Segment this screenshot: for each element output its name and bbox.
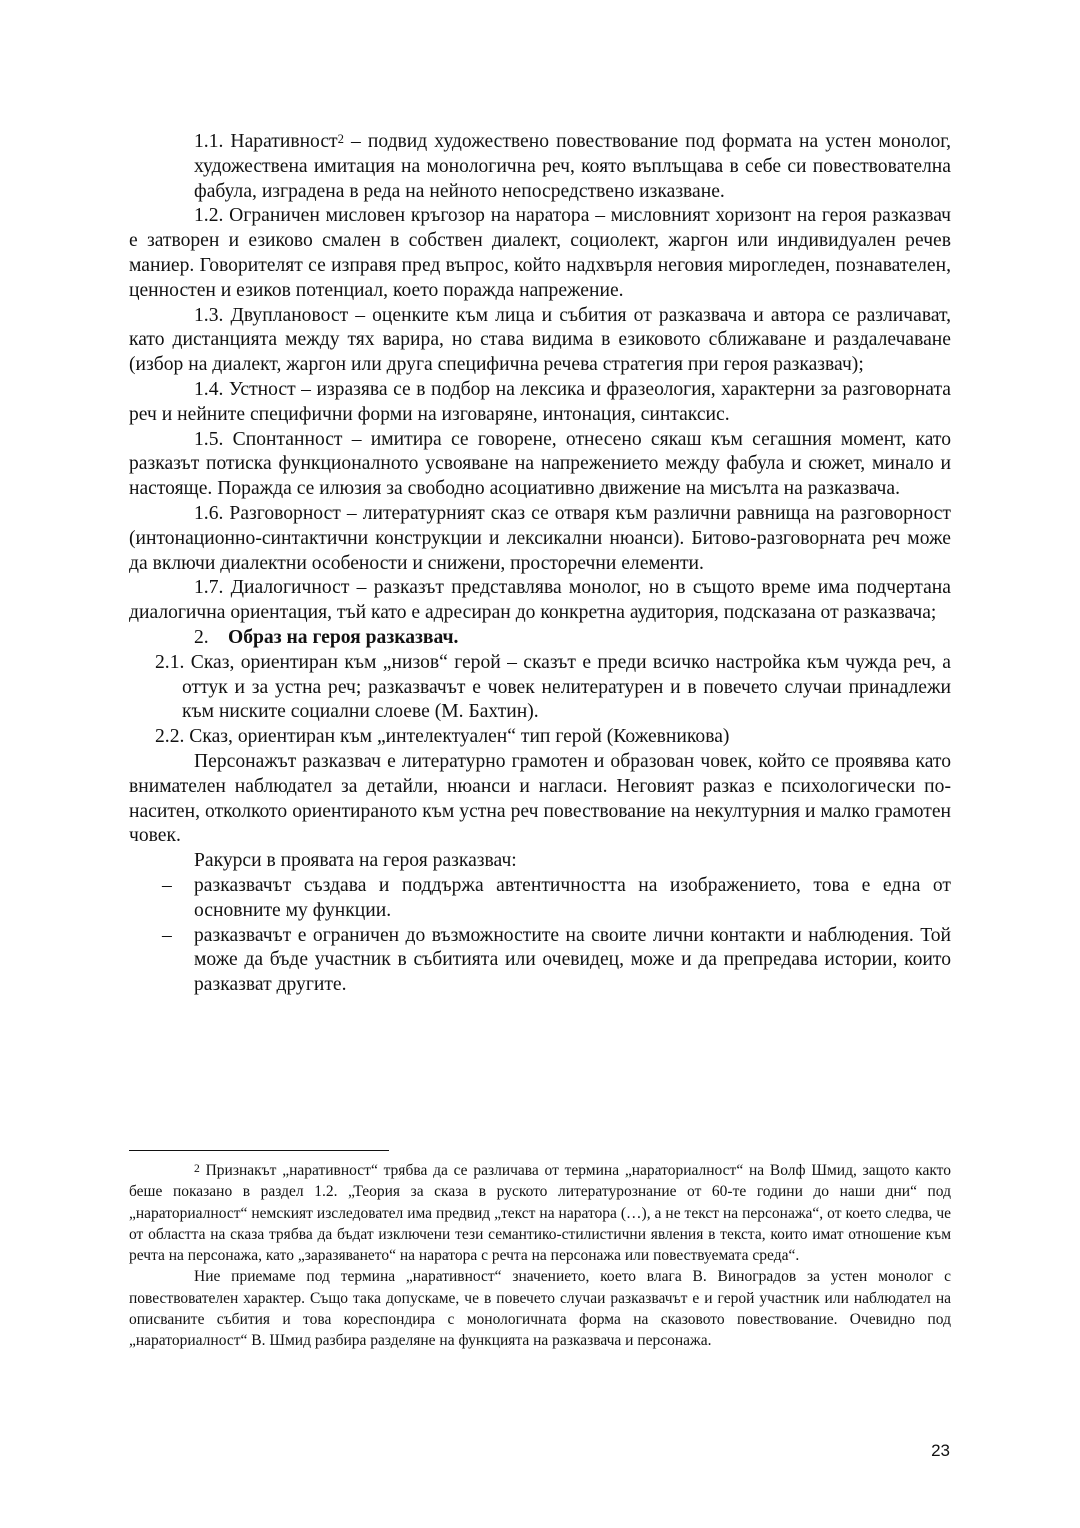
paragraph-1-5: 1.5. Спонтанност – имитира се говорене, отнесено сякаш към сегашния момент, като разказът потиска функционалното усвояване на напрежението между фабула и сюжет, минало и настояще. Поражда се илюзия за свободно асоциативно движение на мисълта на разказвача. [129,428,951,500]
dash-bullet-icon: – [162,874,172,896]
main-text [129,130,951,998]
paragraph-1-4: 1.4. Устност – изразява се в подбор на лексика и фразеология, характерни за разговорната реч и нейните специфични форми на изговаряне, интонация, синтаксис. [129,378,951,425]
list-item-text: разказвачът е ограничен до възможностите на своите лични контакти и наблюдения. Той може да бъде участник в събитията или очевидец, може и да препредава истории, които разказват другите. [194,924,951,996]
footnote-2-paragraph-2: Ние приемаме под термина „наративност“ значението, което влага В. Виноградов за устен монолог с повествователен характер. Също така допускаме, че в повечето случаи разказвачът е и герой участник или наблюдател на описваните събития и това кореспондира с монологичната форма на сказовото повествование. Очевидно под „нараториалност“ В. Шмид разбира разделяне на функцията на разказвача и персонажа. [129,1268,951,1350]
paragraph-persona: Персонажът разказвач е литературно грамотен и образован човек, който се проявява като внимателен наблюдател за детайли, нюанси и нагласи. Неговият разказ е психологически по-наситен, отколкото ориентираното към устна реч повествование на некултурния и малко грамотен човек. [129,750,951,847]
page-number: 23 [931,1441,950,1460]
subsection-2-1: 2.1. Сказ, ориентиран към „низов“ герой – сказът е преди всичко настройка към чужда реч, а оттук и за устна реч; разказвачът е човек нелитературен и в повечето случаи принадлежи към ниските социални слоеве (М. Бахтин). [155,651,951,723]
footnotes [129,1160,951,1352]
section-heading-2 [129,626,951,651]
list-item [129,924,951,998]
footnote-2-paragraph-1 [129,1160,951,1266]
footnote-ref[interactable]: 2 [337,132,344,146]
term-narrativnost: 1.1. Наративност [194,131,338,152]
paragraph-1-3: 1.3. Двуплановост – оценките към лица и събития от разказвача и автора се различават, като дистанцията между тях варира, но става видима в езиковото сближаване и раздалечаване (избор на диалект, жаргон или друга специфична речева стратегия при героя разказвач); [129,304,951,376]
paragraph-1-1 [129,130,951,204]
dash-bullet-icon: – [162,924,172,946]
footnote-marker: 2 [194,1162,200,1175]
paragraph-1-1-text: – подвид художествено повествование под формата на устен монолог, художествена имитация на монологична реч, която въплъщава в себе си повествователна фабула, изградена в реда на нейното непосредствено изказване. [194,131,952,202]
section-number: 2. [194,626,209,648]
subsection-2-2: 2.2. Сказ, ориентиран към „интелектуален“ тип герой (Кожевникова) [155,726,730,748]
list-item [129,874,951,924]
section-title: Образ на героя разказвач. [228,626,459,648]
paragraph-1-6: 1.6. Разговорност – литературният сказ се отваря към различни равнища на разговорност (интонационно-синтактични конструкции и лексикални нюанси). Битово-разговорната реч може да включи диалектни особености и снижени, просторечни елементи. [129,502,951,574]
paragraph-1-7: 1.7. Диалогичност – разказът представлява монолог, но в същото време има подчертана диалогична ориентация, тъй като е адресиран до конкретна аудитория, подсказана от разказвача; [129,577,951,624]
footnote-2-text: Признакът „наративност“ трябва да се различава от термина „нараториалност“ на Волф Шмид, защото както беше показано в раздел 1.2. „Теория за сказа в руското литературознание от 60-те години до наши дни“ под „нараториалност“ немският изследовател има предвид „текст на наратора (…), а не текст на персонажа“, от което следва, че от областта на сказа трябва да бъдат изключени тези семантико-стилистични явления в текста, които имат отношение към речта на персонажа, като „заразяването“ на наратора с речта на персонажа или повествуемата среда“. [129,1162,951,1265]
list-item-text: разказвачът създава и поддържа автентичността на изображението, това е една от основните му функции. [194,874,951,921]
footnote-divider [129,1150,389,1151]
paragraph-rakursi: Ракурси в проявата на героя разказвач: [194,850,517,872]
paragraph-1-2: 1.2. Ограничен мисловен кръгозор на наратора – мисловният хоризонт на героя разказвач е затворен и езиково смален в собствен диалект, социолект, жаргон или индивидуален речев маниер. Говорителят се изправя пред въпрос, който надхвърля неговия мирогледен, познавателен, ценностен и езиков потенциал, което поражда напрежение. [129,205,951,301]
